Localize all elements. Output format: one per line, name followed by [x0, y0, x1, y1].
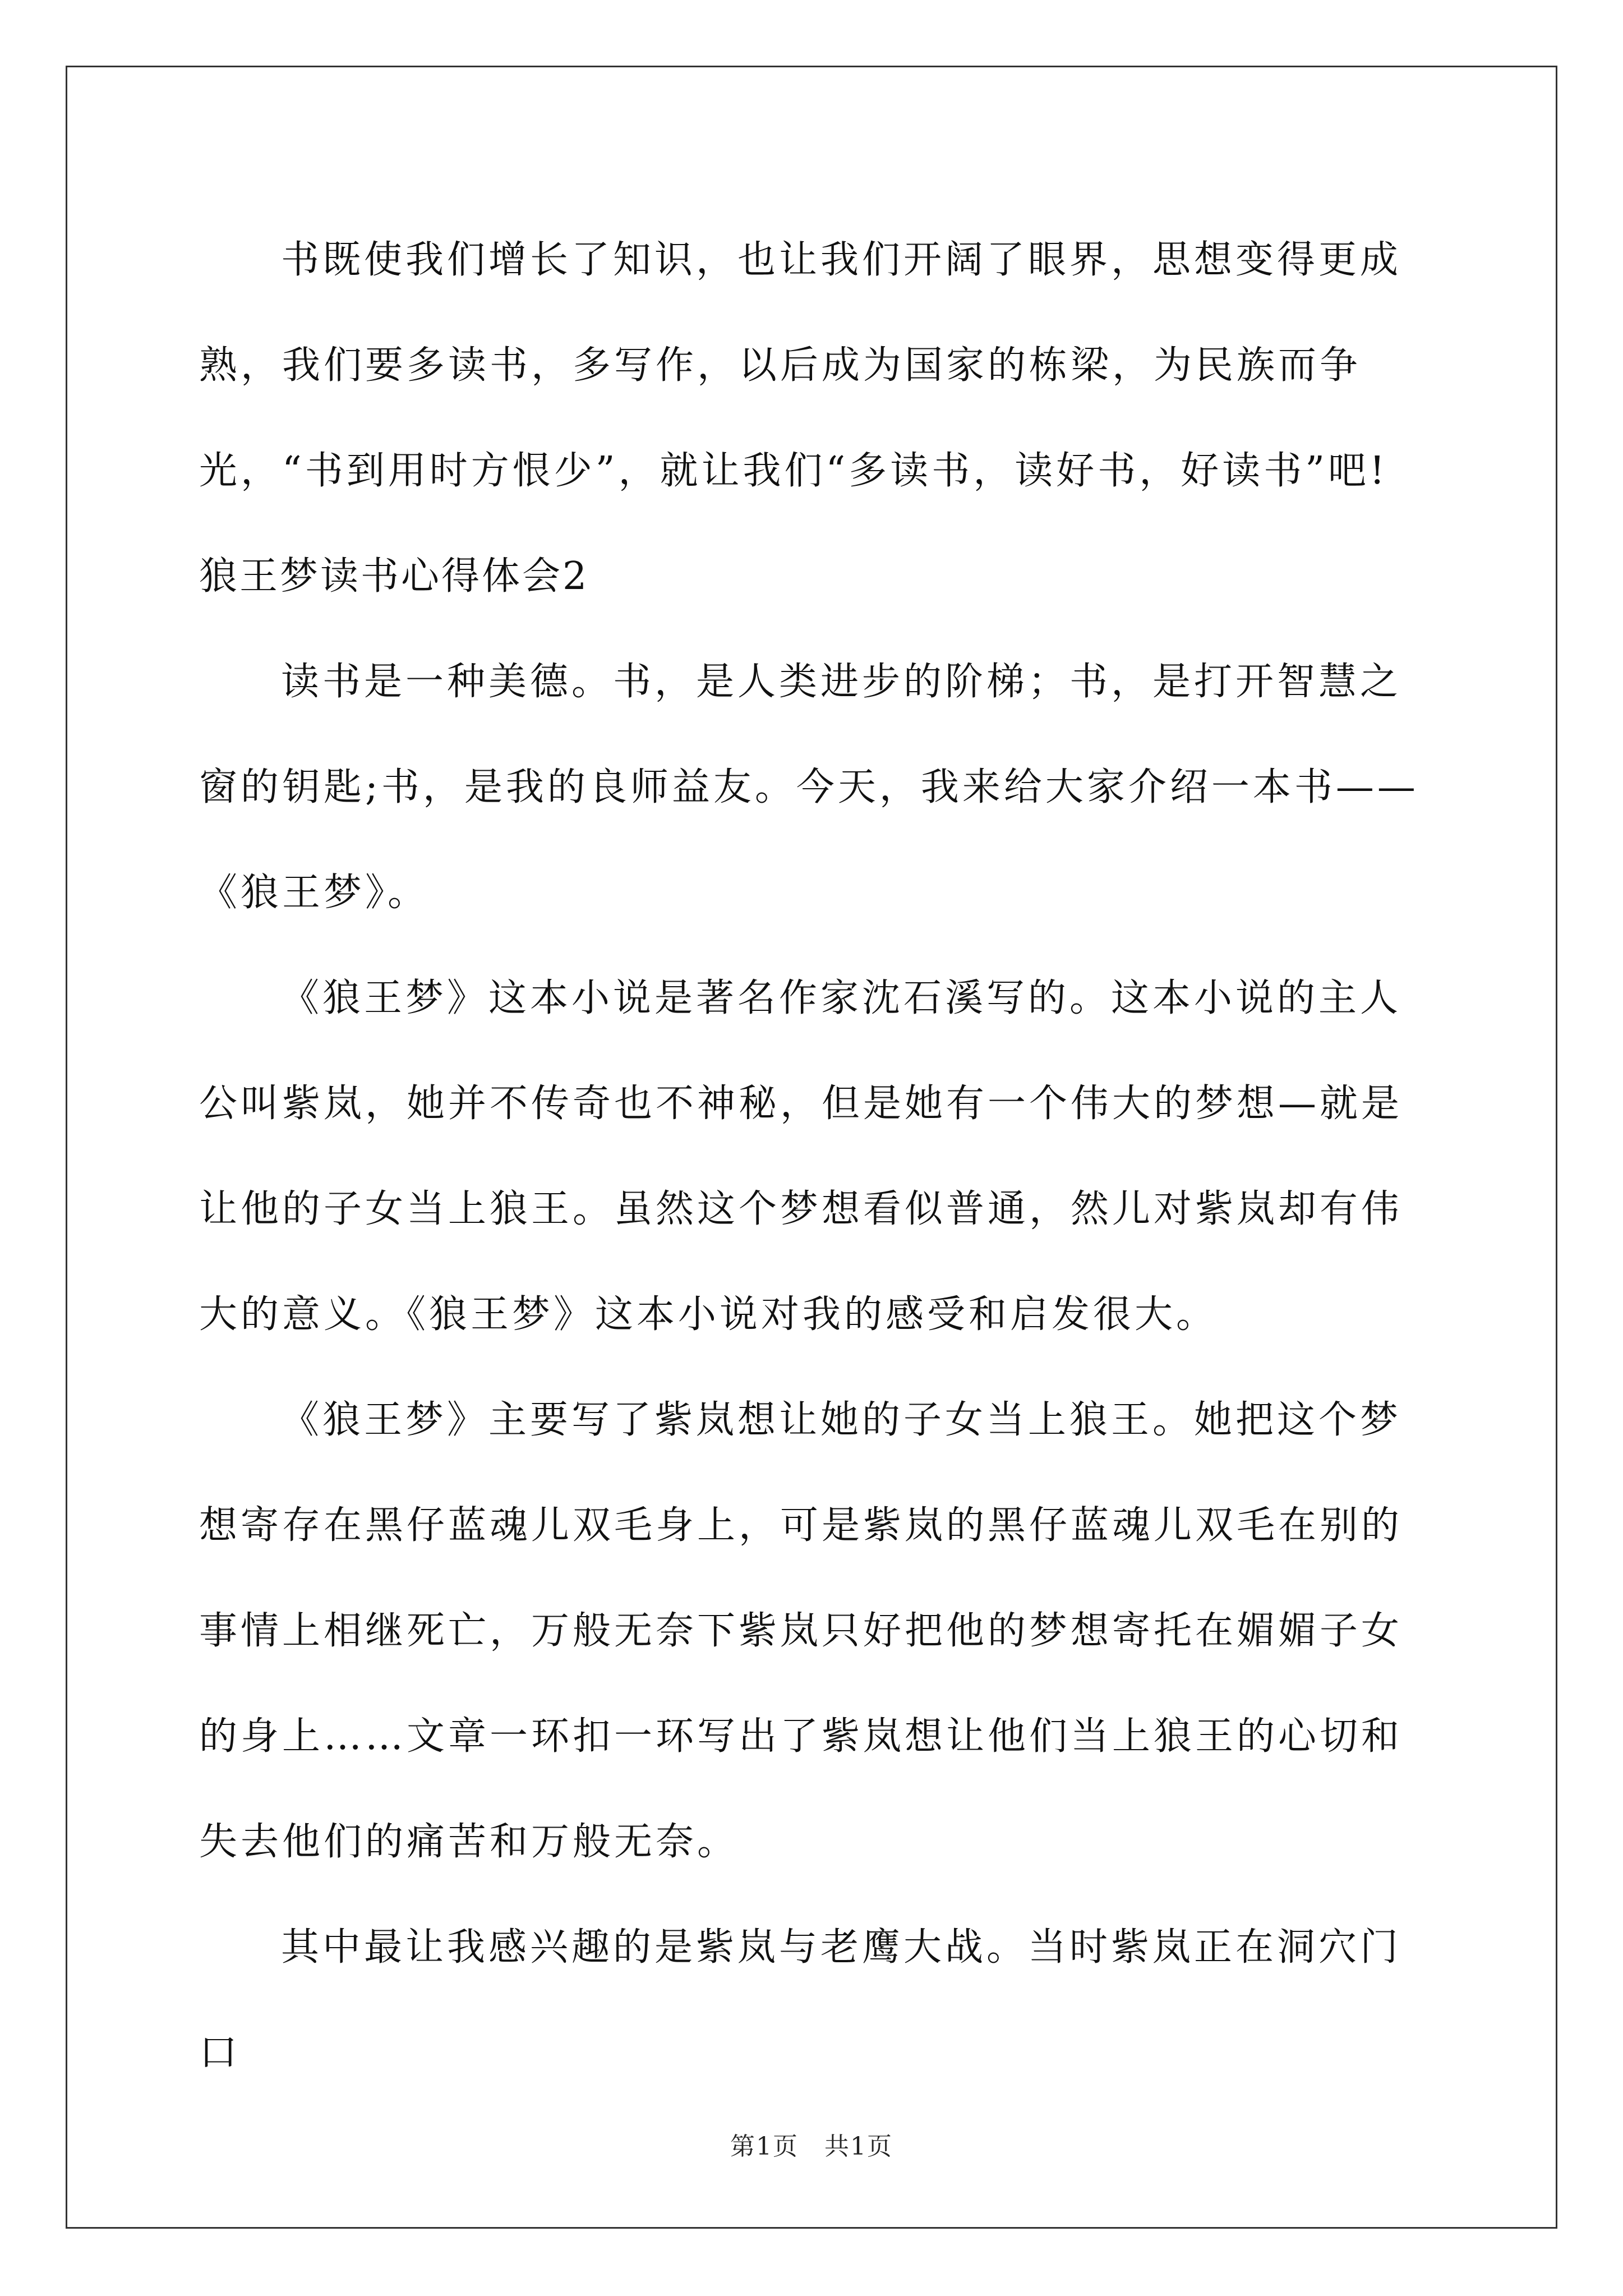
section-heading: 狼王梦读书心得体会2: [199, 554, 589, 599]
paragraph-author: 《狼王梦》这本小说是著名作家沈石溪写的。这本小说的主人公叫紫岚，她并不传奇也不神秘，但是她有一个伟大的梦想—就是让他的子女当上狼王。虽然这个梦想看似普通，然儿对紫岚却有伟大的意义。《狼王梦》这本小说对我的感受和启发很大。: [199, 976, 1403, 1337]
paragraph-conclusion: 书既使我们增长了知识，也让我们开阔了眼界，思想变得更成熟，我们要多读书，多写作，以后成为国家的栋梁，为民族而争光，“书到用时方恨少”，就让我们“多读书，读好书，好读书”吧!: [199, 238, 1402, 493]
page-number-footer: 第1页 共1页: [730, 2132, 893, 2161]
paragraph-intro: 读书是一种美德。书，是人类进步的阶梯；书，是打开智慧之窗的钥匙;书，是我的良师益友。今天，我来给大家介绍一本书——《狼王梦》。: [199, 660, 1419, 915]
paragraph-summary: 《狼王梦》主要写了紫岚想让她的子女当上狼王。她把这个梦想寄存在黑仔蓝魂儿双毛身上，可是紫岚的黑仔蓝魂儿双毛在别的事情上相继死亡，万般无奈下紫岚只好把他的梦想寄托在媚媚子女的身上……文章一环扣一环写出了紫岚想让他们当上狼王的心切和失去他们的痛苦和万般无奈。: [199, 1398, 1403, 1864]
paragraph-eagle-battle: 其中最让我感兴趣的是紫岚与老鹰大战。当时紫岚正在洞穴门口: [199, 1925, 1402, 2075]
document-body: [199, 208, 1433, 2106]
